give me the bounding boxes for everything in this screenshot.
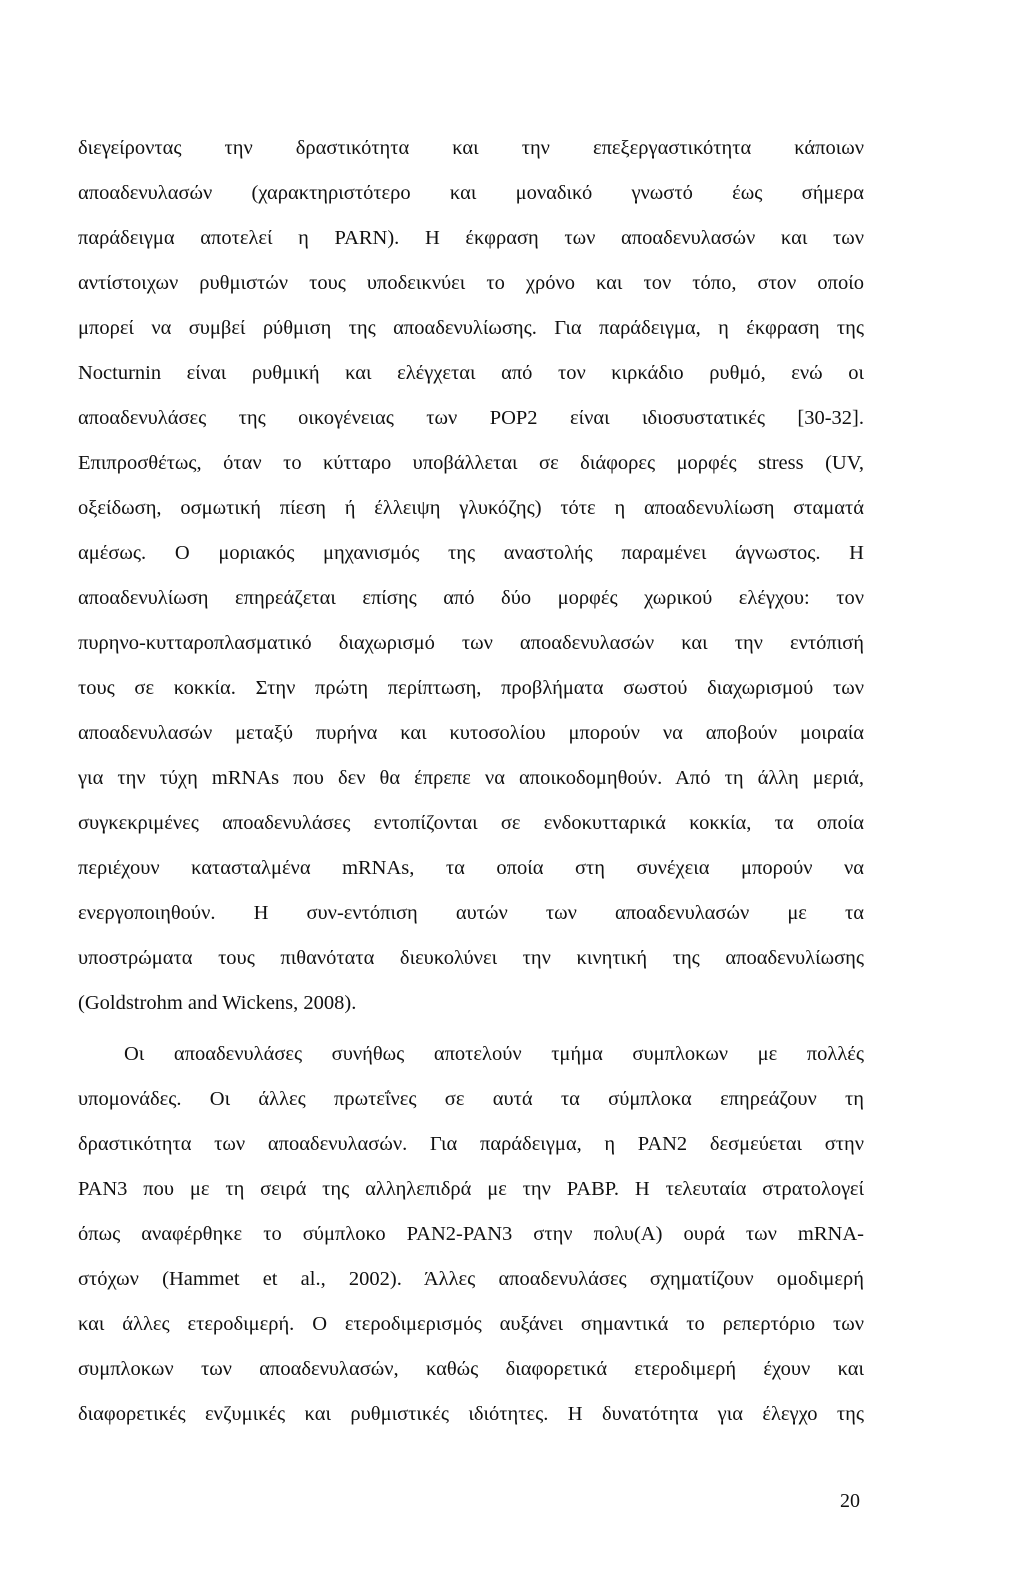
text-line: υποστρώματα τους πιθανότατα διευκολύνει την κινητική της αποαδενυλίωσης: [78, 947, 864, 969]
text-line: όπως αναφέρθηκε το σύμπλοκο PAN2-PAN3 στην πολυ(A) ουρά των mRNA-: [78, 1223, 864, 1245]
text-line: στόχων (Hammet et al., 2002). Άλλες αποαδενυλάσες σχηματίζουν ομοδιμερή: [78, 1268, 864, 1290]
text-line: διεγείροντας την δραστικότητα και την επεξεργαστικότητα κάποιων: [78, 137, 864, 159]
text-line: ενεργοποιηθούν. Η συν-εντόπιση αυτών των αποαδενυλασών με τα: [78, 902, 864, 924]
text-line: οξείδωση, οσμωτική πίεση ή έλλειψη γλυκόζης) τότε η αποαδενυλίωση σταματά: [78, 497, 864, 519]
text-line: διαφορετικές ενζυμικές και ρυθμιστικές ιδιότητες. Η δυνατότητα για έλεγχο της: [78, 1403, 864, 1425]
text-line: Οι αποαδενυλάσες συνήθως αποτελούν τμήμα συμπλοκων με πολλές: [124, 1043, 864, 1065]
text-line: πυρηνο-κυτταροπλασματικό διαχωρισμό των αποαδενυλασών και την εντόπισή: [78, 632, 864, 654]
text-line: αντίστοιχων ρυθμιστών τους υποδεικνύει το χρόνο και τον τόπο, στον οποίο: [78, 272, 864, 294]
text-line: αποαδενυλασών (χαρακτηριστότερο και μοναδικό γνωστό έως σήμερα: [78, 182, 864, 204]
page-number: 20: [840, 1490, 860, 1512]
text-line: (Goldstrohm and Wickens, 2008).: [78, 992, 357, 1014]
text-line: αποαδενυλίωση επηρεάζεται επίσης από δύο μορφές χωρικού ελέγχου: τον: [78, 587, 864, 609]
text-line: δραστικότητα των αποαδενυλασών. Για παράδειγμα, η PAN2 δεσμεύεται στην: [78, 1133, 864, 1155]
text-line: συμπλοκων των αποαδενυλασών, καθώς διαφορετικά ετεροδιμερή έχουν και: [78, 1358, 864, 1380]
text-line: για την τύχη mRNAs που δεν θα έπρεπε να αποικοδομηθούν. Από τη άλλη μεριά,: [78, 767, 864, 789]
text-line: Nocturnin είναι ρυθμική και ελέγχεται από τον κιρκάδιο ρυθμό, ενώ οι: [78, 362, 864, 384]
text-line: παράδειγμα αποτελεί η PARN). Η έκφραση των αποαδενυλασών και των: [78, 227, 864, 249]
text-line: μπορεί να συμβεί ρύθμιση της αποαδενυλίωσης. Για παράδειγμα, η έκφραση της: [78, 317, 864, 339]
text-line: τους σε κοκκία. Στην πρώτη περίπτωση, προβλήματα σωστού διαχωρισμού των: [78, 677, 864, 699]
text-line: Επιπροσθέτως, όταν το κύτταρο υποβάλλεται σε διάφορες μορφές stress (UV,: [78, 452, 864, 474]
text-line: περιέχουν κατασταλμένα mRNAs, τα οποία στη συνέχεια μπορούν να: [78, 857, 864, 879]
text-line: αποαδενυλασών μεταξύ πυρήνα και κυτοσολίου μπορούν να αποβούν μοιραία: [78, 722, 864, 744]
text-line: υπομονάδες. Οι άλλες πρωτεΐνες σε αυτά τα σύμπλοκα επηρεάζουν τη: [78, 1088, 864, 1110]
text-line: και άλλες ετεροδιμερή. Ο ετεροδιμερισμός αυξάνει σημαντικά το ρεπερτόριο των: [78, 1313, 864, 1335]
text-line: PAN3 που με τη σειρά της αλληλεπιδρά με την PABP. Η τελευταία στρατολογεί: [78, 1178, 864, 1200]
text-line: αμέσως. Ο μοριακός μηχανισμός της αναστολής παραμένει άγνωστος. Η: [78, 542, 864, 564]
text-line: αποαδενυλάσες της οικογένειας των POP2 είναι ιδιοσυστατικές [30-32].: [78, 407, 864, 429]
text-line: συγκεκριμένες αποαδενυλάσες εντοπίζονται σε ενδοκυτταρικά κοκκία, τα οποία: [78, 812, 864, 834]
